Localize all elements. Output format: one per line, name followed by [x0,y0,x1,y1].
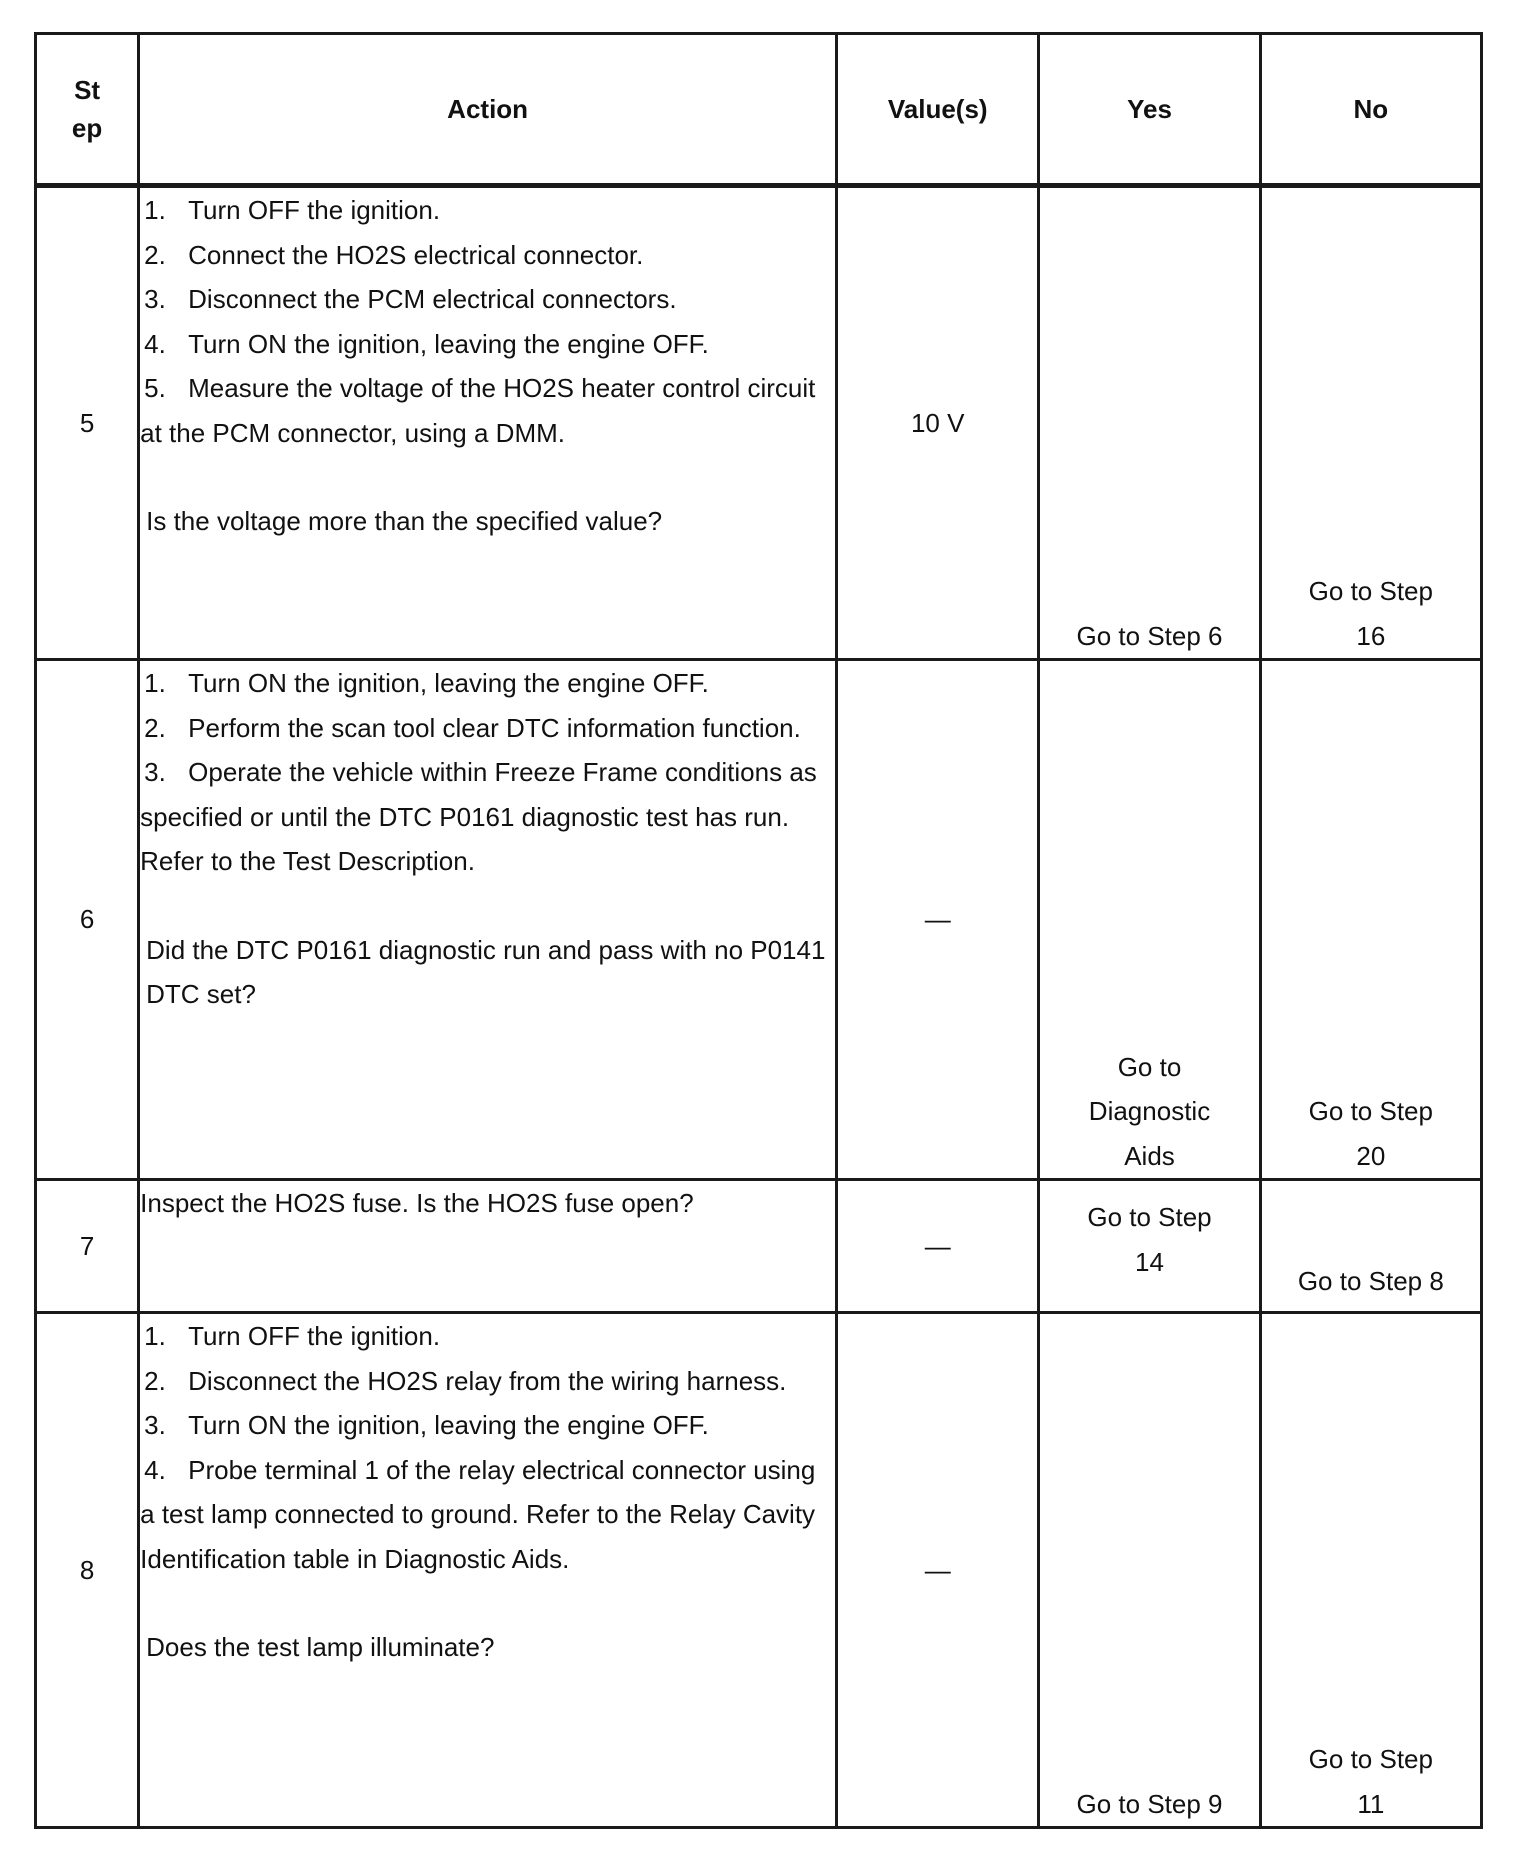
no-line: 16 [1356,620,1386,651]
action-step: 3. Disconnect the PCM electrical connectors. [144,284,677,314]
diagnostic-table [34,32,1483,1829]
step-number: 7 [36,1180,139,1313]
action-step: 3. Operate the vehicle within Freeze Frame conditions as specified or until the DTC P0161 diagnostic test has run. Refer to the Test Description. [140,757,817,876]
action-step: 5. Measure the voltage of the HO2S heater control circuit at the PCM connector, using a DMM. [140,373,816,448]
yes-line: 14 [1135,1246,1164,1277]
header-step-line2: ep [71,113,103,143]
step-number: 5 [36,186,139,660]
action-step: 1. Turn ON the ignition, leaving the engine OFF. [144,668,709,698]
table-row [36,186,1482,660]
action-step: 2. Connect the HO2S electrical connector. [144,239,644,270]
no-cell: Go to Step 8 [1260,1180,1481,1313]
yes-line: Go to Step [1087,1202,1212,1232]
table-row [36,1180,1482,1313]
value-cell: — [837,1313,1039,1828]
action-step: 1. Turn OFF the ignition. [144,195,441,225]
header-action: Action [139,34,837,186]
action-cell [139,660,837,1180]
no-cell [1260,186,1481,660]
action-text: Inspect the HO2S fuse. Is the HO2S fuse open? [140,1188,694,1218]
no-line: Go to Step [1308,576,1433,606]
yes-cell [1039,1180,1260,1313]
no-cell [1260,660,1481,1180]
yes-cell: Go to Step 6 [1039,186,1260,660]
no-cell [1260,1313,1481,1828]
yes-line: Aids [1124,1140,1175,1171]
value-cell: — [837,1180,1039,1313]
yes-line: Go to [1117,1051,1182,1082]
no-line: 11 [1357,1788,1385,1819]
step-number: 8 [36,1313,139,1828]
action-step: 1. Turn OFF the ignition. [144,1321,441,1351]
action-cell [139,186,837,660]
header-yes: Yes [1039,34,1260,186]
table-row [36,660,1482,1180]
header-no: No [1260,34,1481,186]
action-step: 4. Probe terminal 1 of the relay electrical connector using a test lamp connected to ground. Refer to the Relay Cavity Identification table in Diagnostic Aids. [140,1454,816,1574]
yes-cell [1039,660,1260,1180]
header-values: Value(s) [837,34,1039,186]
yes-line: Diagnostic [1088,1096,1211,1126]
yes-cell: Go to Step 9 [1039,1313,1260,1828]
header-step [36,34,139,186]
value-cell: — [837,660,1039,1180]
no-line: Go to Step [1308,1096,1433,1126]
action-question: Does the test lamp illuminate? [146,1632,495,1662]
action-step: 3. Turn ON the ignition, leaving the engine OFF. [144,1410,709,1440]
action-step: 2. Perform the scan tool clear DTC information function. [144,712,801,743]
no-line: 20 [1356,1140,1386,1171]
table-row [36,1313,1482,1828]
header-row [36,34,1482,186]
action-question: Did the DTC P0161 diagnostic run and pass with no P0141 DTC set? [146,934,826,1009]
no-line: Go to Step [1308,1744,1433,1774]
value-cell: 10 V [837,186,1039,660]
header-step-line1: St [74,75,101,105]
action-step: 2. Disconnect the HO2S relay from the wiring harness. [144,1365,787,1396]
action-step: 4. Turn ON the ignition, leaving the engine OFF. [144,328,709,359]
step-number: 6 [36,660,139,1180]
action-question: Is the voltage more than the specified value? [146,506,663,536]
action-cell [139,1180,837,1313]
action-cell [139,1313,837,1828]
